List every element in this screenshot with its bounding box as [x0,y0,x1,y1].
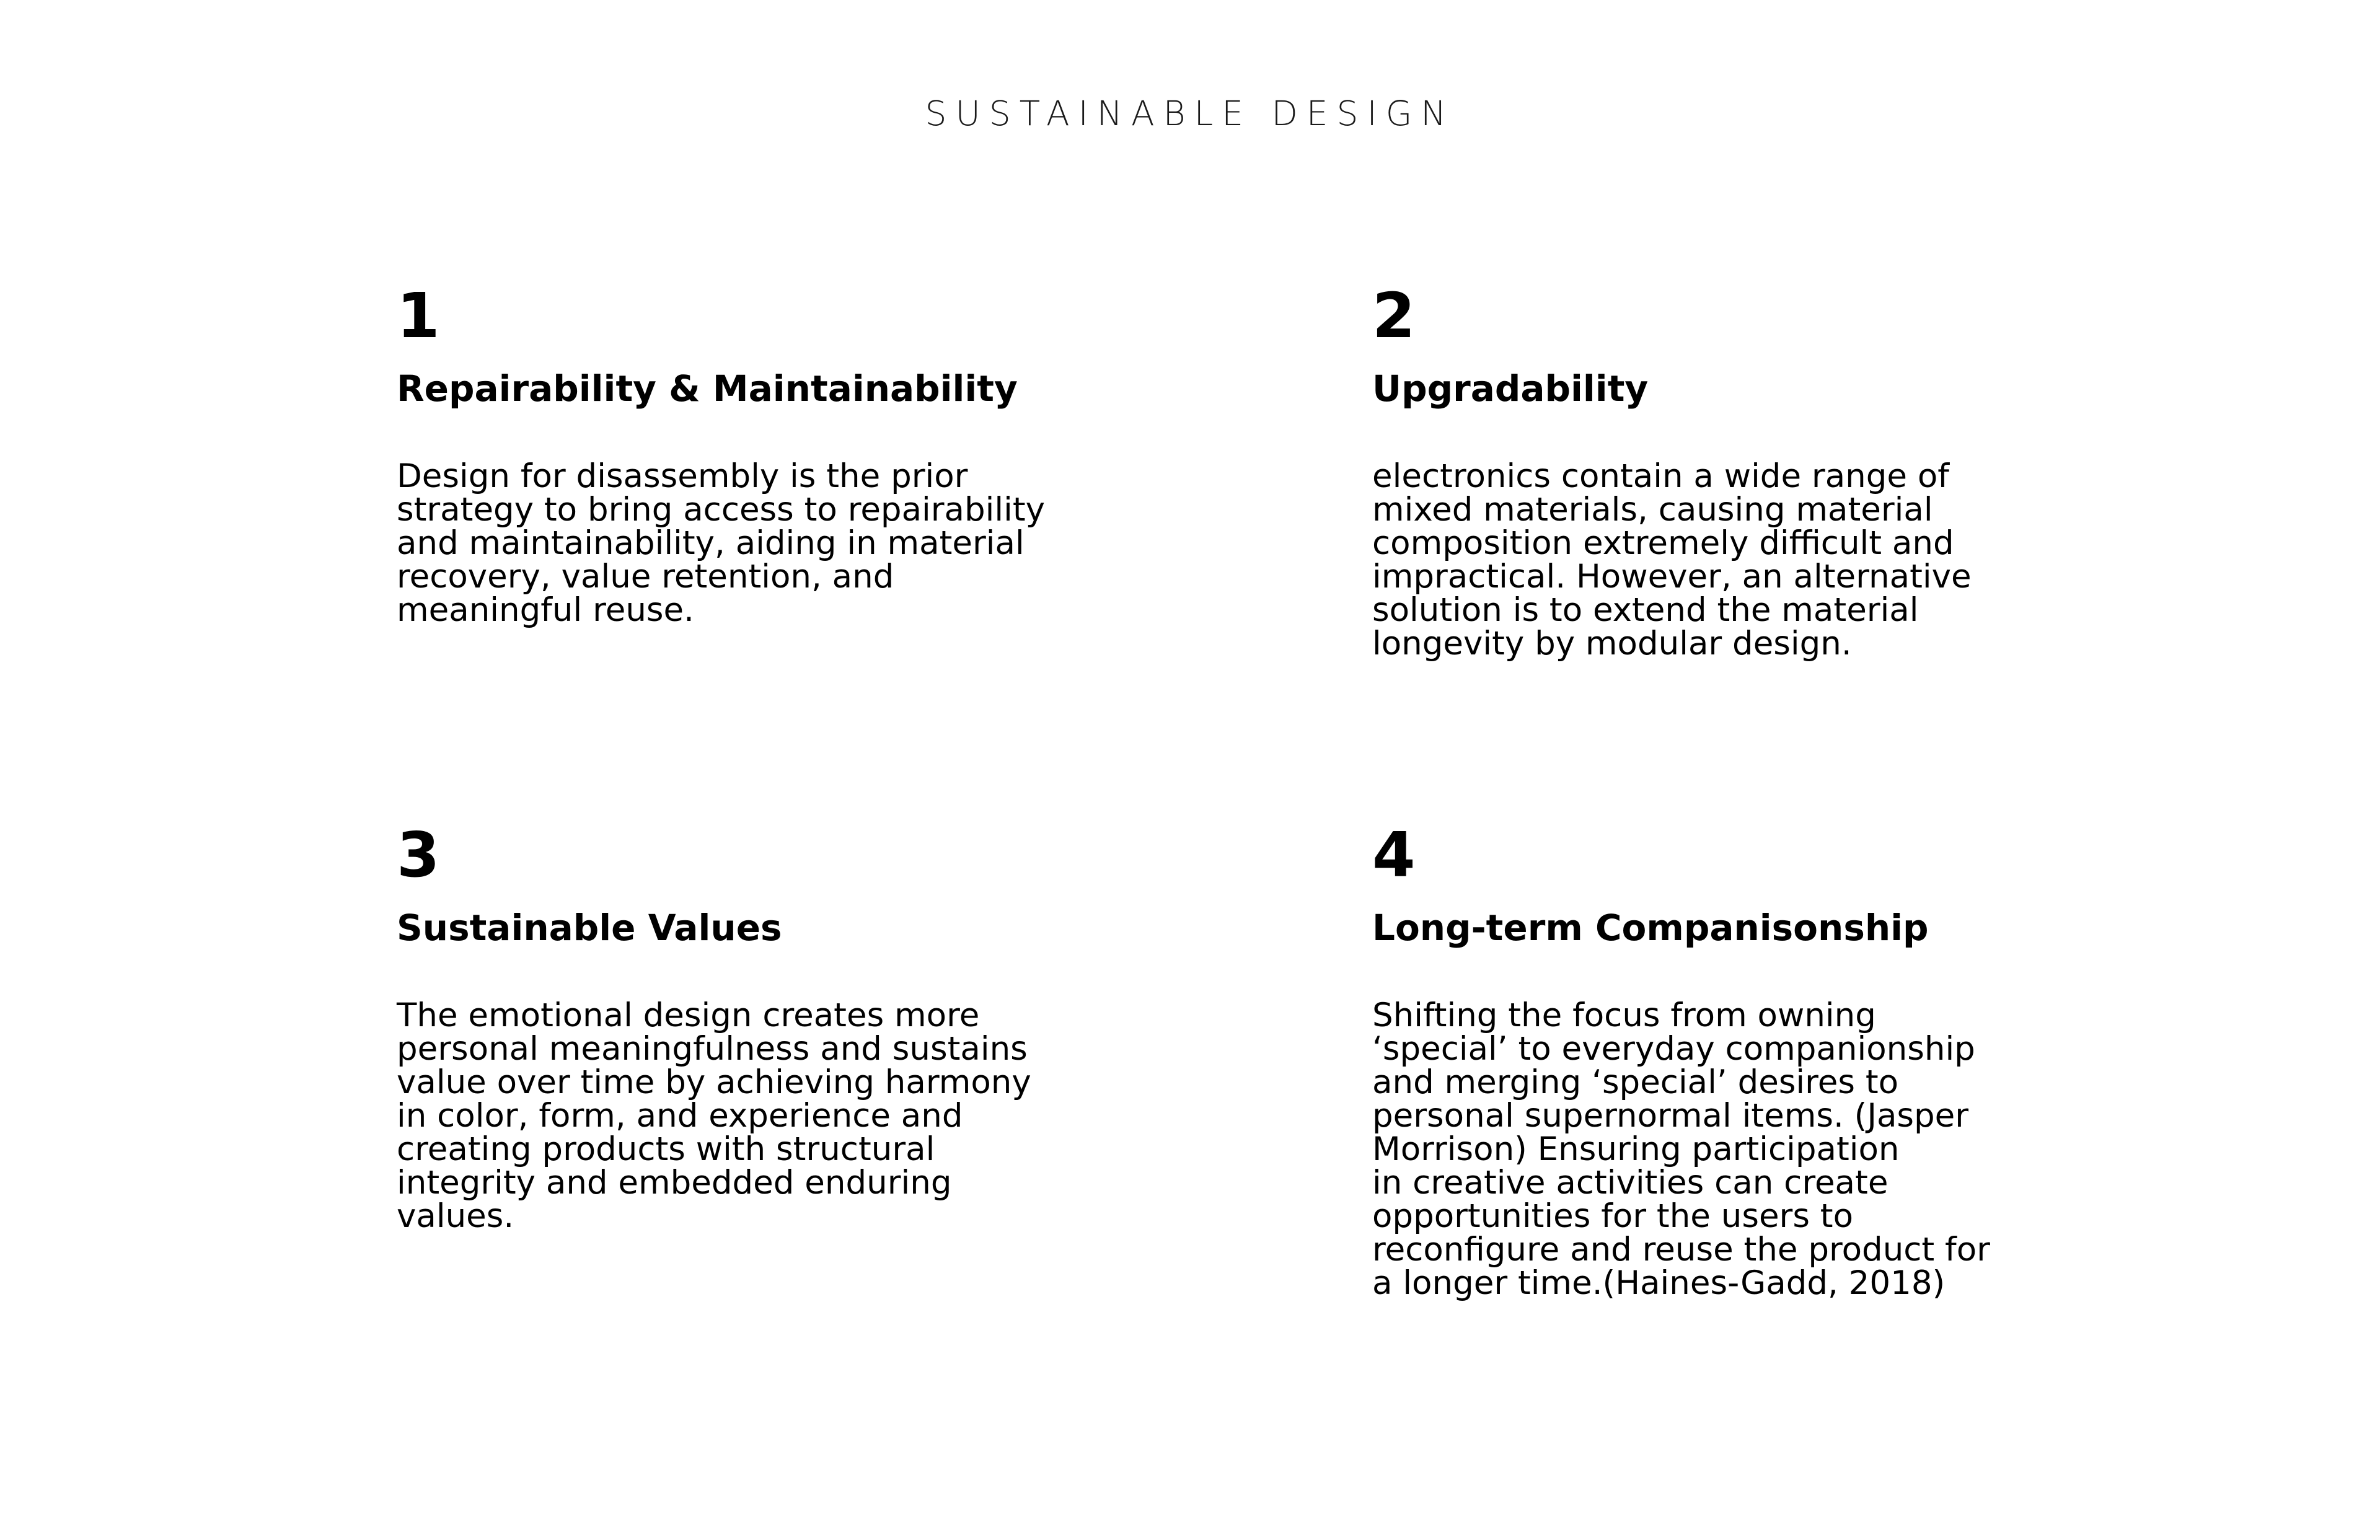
section-body: electronics contain a wide range of mixed materials, causing material composition extremely difficult and impractical. However, an alternative solution is to extend the material longevity by modular design. [1372,457,1972,662]
section-body: The emotional design creates more personal meaningfulness and sustains value over time by achieving harmony in color, form, and experience and creating products with structural integrity and embedded enduring values. [397,997,1031,1235]
section-heading: Long-term Companisonship [1372,907,1929,949]
section-number: 4 [1372,819,1416,891]
section-body: Design for disassembly is the prior strategy to bring access to repairability and maintainability, aiding in material recovery, value retention, and meaningful reuse. [397,457,1045,629]
section-long-term-companionship [1372,818,2054,1300]
section-heading: Sustainable Values [397,907,782,949]
section-heading: Repairability & Maintainability [397,367,1018,410]
section-repairability [397,279,1078,627]
section-upgradability [1372,279,2054,661]
section-sustainable-values [397,818,1078,1233]
section-number: 1 [397,279,440,352]
section-number: 2 [1372,279,1416,352]
section-number: 3 [397,819,440,891]
section-heading: Upgradability [1372,367,1649,410]
section-body: Shifting the focus from owning ‘special’ to everyday companionship and merging ‘special’ desires to personal supernormal items. (Jasper Morrison) Ensuring participation in creative activities can create opportunities for the users to reconfigure and reuse the product for a longer time.(Haines-Gadd, 2018) [1372,997,1990,1302]
page-title: SUSTAINABLE DESIGN [925,94,1455,133]
